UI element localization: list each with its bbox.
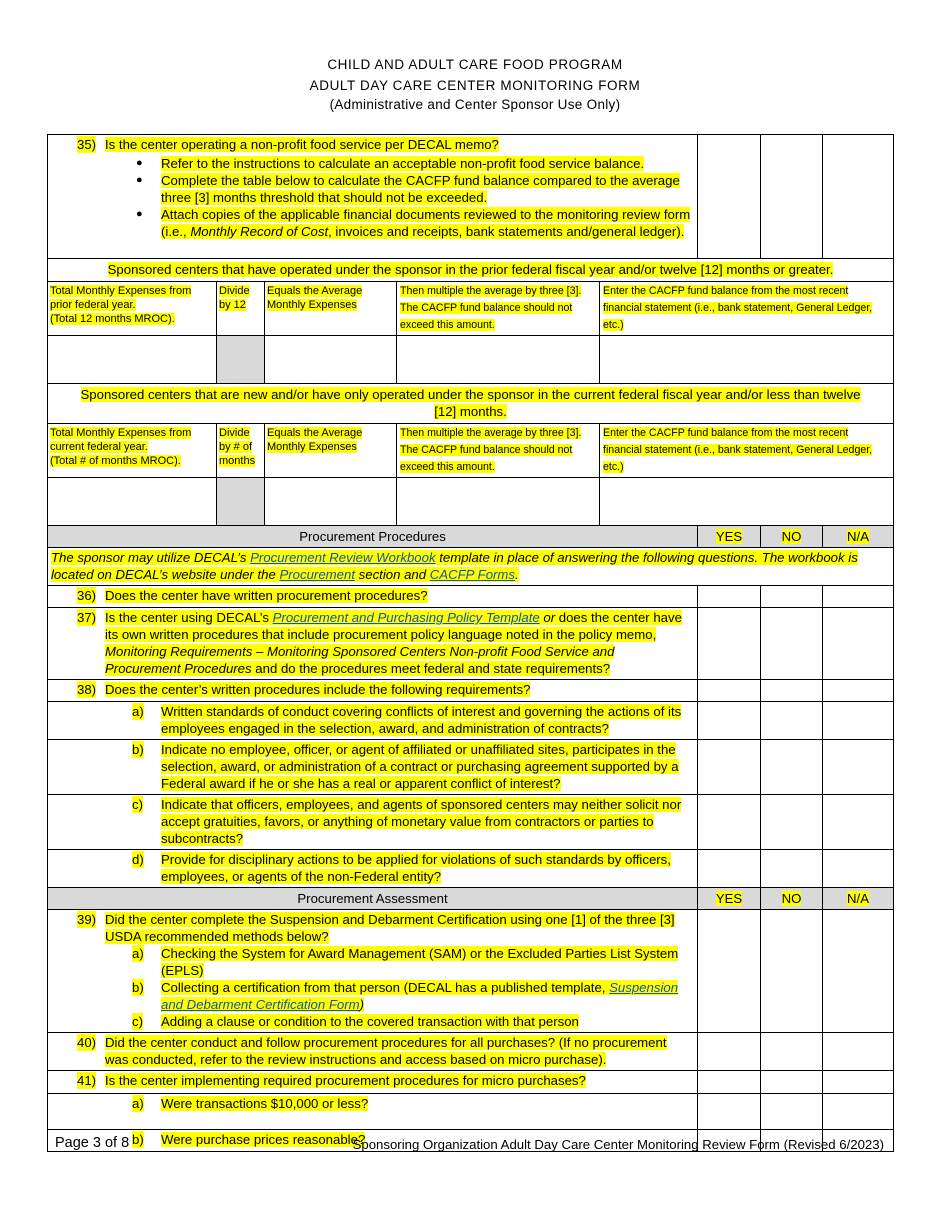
header-line-2: ADULT DAY CARE CENTER MONITORING FORM: [309, 78, 641, 93]
fund-2-input-total[interactable]: [48, 478, 217, 526]
sub-text: Checking the System for Award Management (SAM) or the Excluded Parties List System (EPLS): [161, 946, 679, 978]
fund-2-col-total-expenses: [48, 424, 217, 478]
na-label: N/A: [847, 891, 869, 906]
sub-text: Indicate that officers, employees, and agents of sponsored centers may neither solicit nor accept gratuities, favors, or anything of monetary value from contractors or parties to subcontracts?: [161, 797, 682, 846]
fund-2-col-divide: [217, 424, 265, 478]
question-number: 41): [77, 1073, 97, 1088]
sub-text: Collecting a certification from that person (DECAL has a published template,: [161, 980, 610, 995]
sub-letter: b): [132, 980, 144, 995]
sub-letter: d): [132, 852, 144, 867]
yes-checkbox-cell[interactable]: [698, 1033, 761, 1071]
page-number: Page 3 of 8: [55, 1135, 130, 1151]
fund-1-input-divide-shaded: [217, 336, 265, 384]
yes-checkbox-cell[interactable]: [698, 608, 761, 680]
sub-text: ): [359, 997, 365, 1012]
yes-checkbox-cell[interactable]: [698, 910, 761, 1033]
question-35-cell: [48, 135, 698, 259]
question-41a-cell: [48, 1094, 698, 1130]
form-footer-title: Sponsoring Organization Adult Day Care Center Monitoring Review Form (Revised 6/2023): [352, 1137, 884, 1152]
question-number: 37): [77, 610, 97, 625]
sub-text: Indicate no employee, officer, or agent of affiliated or unaffiliated sites, participates in the selection, award, or administration of a contract or purchasing agreement supported by a Federal award if he or she has a real or apparent conflict of interest?: [161, 742, 679, 791]
na-checkbox-cell[interactable]: [823, 135, 894, 259]
bullet-text-italic: Monthly Record of Cost: [190, 224, 329, 239]
fund-table-2-heading: [48, 384, 894, 424]
yes-checkbox-cell[interactable]: [698, 680, 761, 702]
question-35-row: [48, 135, 894, 259]
sub-text: Provide for disciplinary actions to be applied for violations of such standards by officers, employees, or agents of the non-Federal entity?: [161, 852, 671, 884]
col-label: Then multiple the average by three [3]. The CACFP fund balance should not exceed this amount.: [400, 427, 582, 473]
question-38d-cell: [48, 850, 698, 888]
sub-letter: b): [132, 742, 144, 757]
question-text: Does the center’s written procedures include the following requirements?: [105, 682, 531, 697]
fund-1-input-average[interactable]: [265, 336, 397, 384]
bullet-text: Complete the table below to calculate the CACFP fund balance compared to the average three [3] months threshold that should not be exceeded.: [161, 173, 680, 205]
na-column-header: [823, 888, 894, 910]
question-number: 36): [77, 588, 97, 603]
na-label: N/A: [847, 529, 869, 544]
bullet-icon: ●: [136, 174, 143, 186]
col-label: Enter the CACFP fund balance from the most recent financial statement (i.e., bank statement, General Ledger, etc.): [603, 285, 873, 331]
sub-letter: a): [132, 1096, 144, 1111]
na-checkbox-cell[interactable]: [823, 702, 894, 740]
question-text: Did the center complete the Suspension and Debarment Certification using one [1] of the three [3] USDA recommended methods below?: [105, 912, 675, 944]
header-line-3: (Administrative and Center Sponsor Use Only): [329, 97, 621, 112]
fund-2-input-average[interactable]: [265, 478, 397, 526]
fund-2-input-threshold[interactable]: [397, 478, 600, 526]
yes-checkbox-cell[interactable]: [698, 740, 761, 795]
procurement-assessment-title: Procurement Assessment: [48, 888, 698, 910]
fund-1-col-average: [265, 282, 397, 336]
na-checkbox-cell[interactable]: [823, 1033, 894, 1071]
question-38a-cell: [48, 702, 698, 740]
procurement-policy-template-link[interactable]: Procurement and Purchasing Policy Template: [272, 610, 540, 625]
question-text: Is the center operating a non-profit food service per DECAL memo?: [105, 137, 499, 152]
question-text: Did the center conduct and follow procurement procedures for all purchases? (If no procurement was conducted, refer to the review instructions and access based on micro purchase).: [105, 1035, 667, 1067]
fund-1-input-balance[interactable]: [600, 336, 894, 384]
question-38-cell: [48, 680, 698, 702]
fund-2-col-balance: [600, 424, 894, 478]
col-label: Then multiple the average by three [3]. The CACFP fund balance should not exceed this amount.: [400, 285, 582, 331]
na-checkbox-cell[interactable]: [823, 795, 894, 850]
bullet-text: Refer to the instructions to calculate an acceptable non-profit food service balance.: [161, 156, 645, 171]
no-label: NO: [781, 891, 802, 906]
suspension-debarment-form-link[interactable]: Suspension and Debarment Certification Form: [161, 980, 679, 1012]
no-checkbox-cell[interactable]: [761, 608, 823, 680]
bullet-text: , invoices and receipts, bank statements and/general ledger).: [328, 224, 685, 239]
question-text: Is the center implementing required procurement procedures for micro purchases?: [105, 1073, 586, 1088]
sub-text: Adding a clause or condition to the covered transaction with that person: [161, 1014, 579, 1029]
note-text: .: [515, 567, 519, 582]
na-checkbox-cell[interactable]: [823, 680, 894, 702]
yes-column-header: [698, 526, 761, 548]
no-checkbox-cell[interactable]: [761, 680, 823, 702]
na-checkbox-cell[interactable]: [823, 1071, 894, 1094]
col-label: Equals the Average Monthly Expenses: [267, 427, 363, 453]
sub-letter: c): [132, 1014, 143, 1029]
question-text-italic: Monitoring Requirements – Monitoring Sponsored Centers Non-profit Food Service and Procurement Procedures: [105, 644, 615, 676]
procurement-link[interactable]: Procurement: [279, 567, 355, 582]
fund-1-col-divide: [217, 282, 265, 336]
question-37-cell: [48, 608, 698, 680]
fund-1-col-total-expenses: [48, 282, 217, 336]
fund-table-2-heading-text: Sponsored centers that are new and/or have only operated under the sponsor in the current federal fiscal year and/or less than twelve [12] months.: [80, 387, 861, 419]
procurement-review-workbook-link[interactable]: Procurement Review Workbook: [250, 550, 436, 565]
procurement-note: [48, 548, 894, 586]
yes-checkbox-cell[interactable]: [698, 850, 761, 888]
yes-checkbox-cell[interactable]: [698, 1094, 761, 1130]
sub-text: Were transactions $10,000 or less?: [161, 1096, 369, 1111]
na-checkbox-cell[interactable]: [823, 586, 894, 608]
header-line-1: CHILD AND ADULT CARE FOOD PROGRAM: [327, 57, 623, 72]
yes-label: YES: [715, 891, 743, 906]
question-text: Is the center using DECAL’s: [105, 610, 273, 625]
sub-letter: a): [132, 704, 144, 719]
sub-letter: c): [132, 797, 143, 812]
col-label: Divide by # of months: [219, 427, 256, 467]
no-checkbox-cell[interactable]: [761, 1071, 823, 1094]
yes-checkbox-cell[interactable]: [698, 135, 761, 259]
na-checkbox-cell[interactable]: [823, 1094, 894, 1130]
no-checkbox-cell[interactable]: [761, 850, 823, 888]
no-column-header: [761, 888, 823, 910]
monitoring-table: [47, 134, 894, 1152]
col-label: Equals the Average Monthly Expenses: [267, 285, 363, 311]
fund-1-input-total[interactable]: [48, 336, 217, 384]
yes-label: YES: [715, 529, 743, 544]
question-text: Does the center have written procurement procedures?: [105, 588, 428, 603]
question-40-cell: [48, 1033, 698, 1071]
col-label: Total Monthly Expenses from prior federal year. (Total 12 months MROC).: [50, 285, 192, 325]
yes-checkbox-cell[interactable]: [698, 795, 761, 850]
na-checkbox-cell[interactable]: [823, 608, 894, 680]
no-checkbox-cell[interactable]: [761, 702, 823, 740]
question-text: does the center have its own written procedures that include procurement policy language noted in the policy memo,: [105, 610, 682, 642]
procurement-procedures-title: Procurement Procedures: [48, 526, 698, 548]
no-checkbox-cell[interactable]: [761, 1094, 823, 1130]
na-checkbox-cell[interactable]: [823, 740, 894, 795]
yes-checkbox-cell[interactable]: [698, 1071, 761, 1094]
question-38c-cell: [48, 795, 698, 850]
no-checkbox-cell[interactable]: [761, 586, 823, 608]
question-text: or: [539, 610, 556, 625]
no-checkbox-cell[interactable]: [761, 740, 823, 795]
yes-checkbox-cell[interactable]: [698, 702, 761, 740]
na-checkbox-cell[interactable]: [823, 910, 894, 1033]
no-checkbox-cell[interactable]: [761, 795, 823, 850]
question-number: 35): [77, 137, 97, 152]
col-label: Total Monthly Expenses from current federal year. (Total # of months MROC).: [50, 427, 192, 467]
sub-text: Written standards of conduct covering conflicts of interest and governing the actions of its employees engaged in the selection, award, and administration of contracts?: [161, 704, 682, 736]
no-column-header: [761, 526, 823, 548]
note-text: The sponsor may utilize DECAL’s: [51, 550, 251, 565]
na-checkbox-cell[interactable]: [823, 850, 894, 888]
note-text: section and: [354, 567, 430, 582]
col-label: Enter the CACFP fund balance from the most recent financial statement (i.e., bank statement, General Ledger, etc.): [603, 427, 873, 473]
fund-table-1-heading: [48, 259, 894, 282]
question-text: and do the procedures meet federal and state requirements?: [251, 661, 611, 676]
sub-letter: a): [132, 946, 144, 961]
question-number: 39): [77, 912, 97, 927]
no-label: NO: [781, 529, 802, 544]
no-checkbox-cell[interactable]: [761, 1033, 823, 1071]
na-column-header: [823, 526, 894, 548]
fund-1-col-balance: [600, 282, 894, 336]
question-36-cell: [48, 586, 698, 608]
fund-2-input-balance[interactable]: [600, 478, 894, 526]
bullet-text: Attach copies of the applicable financial documents reviewed to the monitoring review form (i.e.,: [161, 207, 691, 239]
no-checkbox-cell[interactable]: [761, 910, 823, 1033]
yes-column-header: [698, 888, 761, 910]
col-label: Divide by 12: [219, 285, 250, 311]
fund-1-input-threshold[interactable]: [397, 336, 600, 384]
cacfp-forms-link[interactable]: CACFP Forms: [429, 567, 515, 582]
question-38b-cell: [48, 740, 698, 795]
bullet-icon: ●: [136, 157, 143, 169]
fund-table-1-heading-text: Sponsored centers that have operated under the sponsor in the prior federal fiscal year and/or twelve [12] months or greater.: [107, 262, 834, 277]
sub-letter: b): [132, 1132, 144, 1147]
yes-checkbox-cell[interactable]: [698, 586, 761, 608]
fund-1-col-threshold: [397, 282, 600, 336]
question-number: 40): [77, 1035, 97, 1050]
fund-2-col-average: [265, 424, 397, 478]
question-39-cell: [48, 910, 698, 1033]
question-number: 38): [77, 682, 97, 697]
sub-text: Were purchase prices reasonable?: [161, 1132, 366, 1147]
bullet-icon: ●: [136, 208, 143, 220]
question-41-cell: [48, 1071, 698, 1094]
fund-2-input-divide-shaded: [217, 478, 265, 526]
note-text: template in place of answering the following questions. The workbook is located on DECAL’s website under the: [51, 550, 858, 582]
no-checkbox-cell[interactable]: [761, 135, 823, 259]
fund-2-col-threshold: [397, 424, 600, 478]
